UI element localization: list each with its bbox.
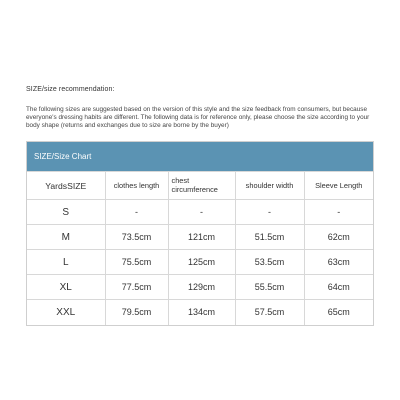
- cell-chest-circumference: 125cm: [168, 250, 235, 275]
- cell-clothes-length: -: [105, 200, 168, 225]
- header-size: YardsSIZE: [27, 172, 105, 200]
- cell-size: XXL: [27, 300, 105, 325]
- cell-size: M: [27, 225, 105, 250]
- cell-clothes-length: 77.5cm: [105, 275, 168, 300]
- cell-size: S: [27, 200, 105, 225]
- cell-shoulder-width: 57.5cm: [235, 300, 304, 325]
- cell-shoulder-width: 55.5cm: [235, 275, 304, 300]
- table-row: [27, 250, 373, 275]
- table-row: [27, 275, 373, 300]
- header-shoulder-width: shoulder width: [235, 172, 304, 200]
- size-chart-banner: SIZE/Size Chart: [27, 142, 373, 171]
- cell-sleeve-length: 64cm: [304, 275, 373, 300]
- cell-sleeve-length: 63cm: [304, 250, 373, 275]
- header-clothes-length: clothes length: [105, 172, 168, 200]
- table-row: [27, 200, 373, 225]
- cell-clothes-length: 73.5cm: [105, 225, 168, 250]
- cell-shoulder-width: 53.5cm: [235, 250, 304, 275]
- table-row: [27, 300, 373, 325]
- size-chart: [26, 141, 374, 326]
- table-header-row: [27, 172, 373, 200]
- cell-chest-circumference: 121cm: [168, 225, 235, 250]
- cell-shoulder-width: -: [235, 200, 304, 225]
- cell-shoulder-width: 51.5cm: [235, 225, 304, 250]
- cell-sleeve-length: 65cm: [304, 300, 373, 325]
- cell-sleeve-length: 62cm: [304, 225, 373, 250]
- cell-chest-circumference: -: [168, 200, 235, 225]
- cell-sleeve-length: -: [304, 200, 373, 225]
- size-table: [27, 171, 373, 325]
- cell-clothes-length: 75.5cm: [105, 250, 168, 275]
- header-chest-circumference: chest circumference: [168, 172, 235, 200]
- size-intro-text: The following sizes are suggested based on the version of this style and the size feedback from consumers, but because everyone's dressing habits are different. The following data is for reference only, please choose the size according to your body shape (returns and exchanges due to size are borne by the buyer): [26, 106, 370, 129]
- cell-size: L: [27, 250, 105, 275]
- header-sleeve-length: Sleeve Length: [304, 172, 373, 200]
- cell-chest-circumference: 129cm: [168, 275, 235, 300]
- page-heading: SIZE/size recommendation:: [26, 86, 115, 93]
- cell-clothes-length: 79.5cm: [105, 300, 168, 325]
- cell-chest-circumference: 134cm: [168, 300, 235, 325]
- cell-size: XL: [27, 275, 105, 300]
- table-row: [27, 225, 373, 250]
